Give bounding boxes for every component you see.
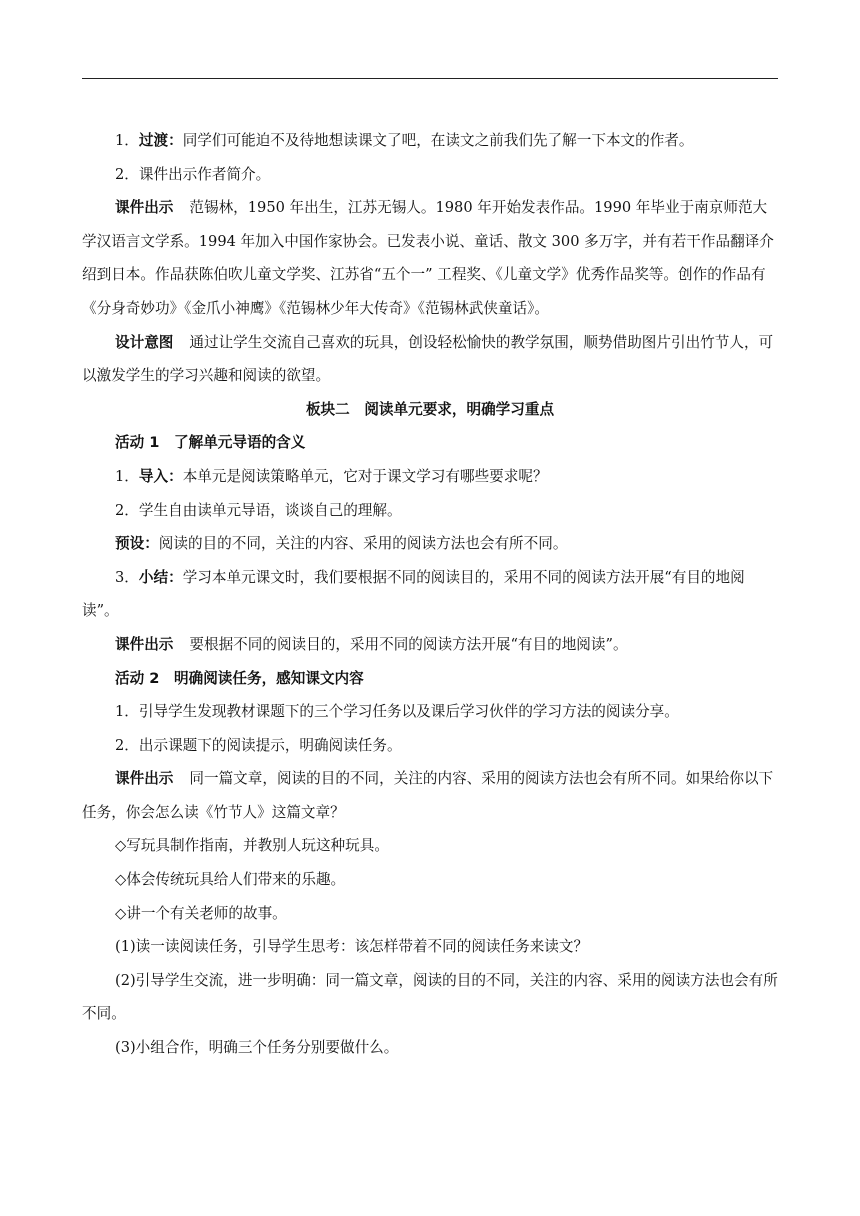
header-rule <box>82 78 778 79</box>
paragraph-design-intent <box>82 326 778 393</box>
paragraph-text: 本单元是阅读策略单元，它对于课文学习有哪些要求呢？ <box>182 467 548 485</box>
task-item-3: ◇讲一个有关老师的故事。 <box>115 904 287 922</box>
step-2: (2)引导学生交流，进一步明确：同一篇文章，阅读的目的不同，关注的内容、采用的阅读方法也会有所不同。 <box>82 971 778 1023</box>
paragraph-text: 同学们可能迫不及待地想读课文了吧，在读文之前我们先了解一下本文的作者。 <box>182 132 694 149</box>
paragraph-intro <box>82 460 778 494</box>
label-design-intent: 设计意图 <box>115 333 174 351</box>
section-title: 板块二 阅读单元要求，明确学习重点 <box>305 400 555 418</box>
document-body <box>82 124 778 1065</box>
courseware-text: 要根据不同的阅读目的，采用不同的阅读方法开展“有目的地阅读”。 <box>189 635 628 653</box>
courseware-text: 范锡林，1950 年出生，江苏无锡人。1980 年开始发表作品。1990 年毕业于南京师范大学汉语言文学系。1994 年加入中国作家协会。已发表小说、童话、散文 300 多万字，并有若干作品翻译介绍到日本。作品获陈伯吹儿童文学奖、江苏省“五个一” 工程奖、《儿童文学》优秀作品奖等。创作的作品有《分身奇妙功》《金爪小神鹰》《范锡林少年大传奇》《范锡林武侠童话》。 <box>82 199 774 317</box>
activity-1-title: 活动 1 了解单元导语的含义 <box>115 434 306 452</box>
step-3: (3)小组合作，明确三个任务分别要做什么。 <box>115 1039 399 1057</box>
paragraph-courseware-goal <box>82 628 778 662</box>
paragraph-discover-tasks: 1．引导学生发现教材课题下的三个学习任务以及课后学习伙伴的学习方法的阅读分享。 <box>115 703 679 721</box>
paragraph-author-intro: 2．课件出示作者简介。 <box>115 165 271 183</box>
design-intent-text: 通过让学生交流自己喜欢的玩具，创设轻松愉快的教学氛围，顺势借助图片引出竹节人，可以激发学生的学习兴趣和阅读的欲望。 <box>82 333 774 385</box>
paragraph-transition <box>82 124 778 158</box>
paragraph-courseware-author <box>82 191 778 325</box>
courseware-text: 同一篇文章，阅读的目的不同，关注的内容、采用的阅读方法也会有所不同。如果给你以下任务，你会怎么读《竹节人》这篇文章？ <box>82 770 774 821</box>
paragraph-text: 学习本单元课文时，我们要根据不同的阅读目的，采用不同的阅读方法开展“有目的地阅读”。 <box>82 568 745 620</box>
keyword-summary: 小结： <box>138 568 183 586</box>
label-courseware: 课件出示 <box>115 635 174 653</box>
keyword-preset: 预设： <box>115 535 159 553</box>
task-item-1: ◇写玩具制作指南，并教别人玩这种玩具。 <box>115 837 389 855</box>
item-number: 3． <box>115 568 139 586</box>
paragraph-preset <box>82 527 778 561</box>
task-item-2: ◇体会传统玩具给人们带来的乐趣。 <box>115 871 346 889</box>
paragraph-text: 阅读的目的不同，关注的内容、采用的阅读方法也会有所不同。 <box>158 535 568 553</box>
label-courseware: 课件出示 <box>115 199 174 217</box>
paragraph-courseware-tasks <box>82 762 778 829</box>
label-courseware: 课件出示 <box>115 770 174 788</box>
paragraph-summary <box>82 561 778 628</box>
activity-2-title: 活动 2 明确阅读任务，感知课文内容 <box>115 669 364 687</box>
keyword-intro: 导入： <box>138 467 183 485</box>
item-number: 1． <box>115 467 139 485</box>
item-number: 1． <box>115 132 139 149</box>
keyword-transition: 过渡： <box>138 132 183 149</box>
paragraph-read-guide: 2．学生自由读单元导语，谈谈自己的理解。 <box>115 501 402 519</box>
step-1: (1)读一读阅读任务，引导学生思考：该怎样带着不同的阅读任务来读文？ <box>115 938 589 956</box>
paragraph-show-hints: 2．出示课题下的阅读提示，明确阅读任务。 <box>115 736 402 754</box>
